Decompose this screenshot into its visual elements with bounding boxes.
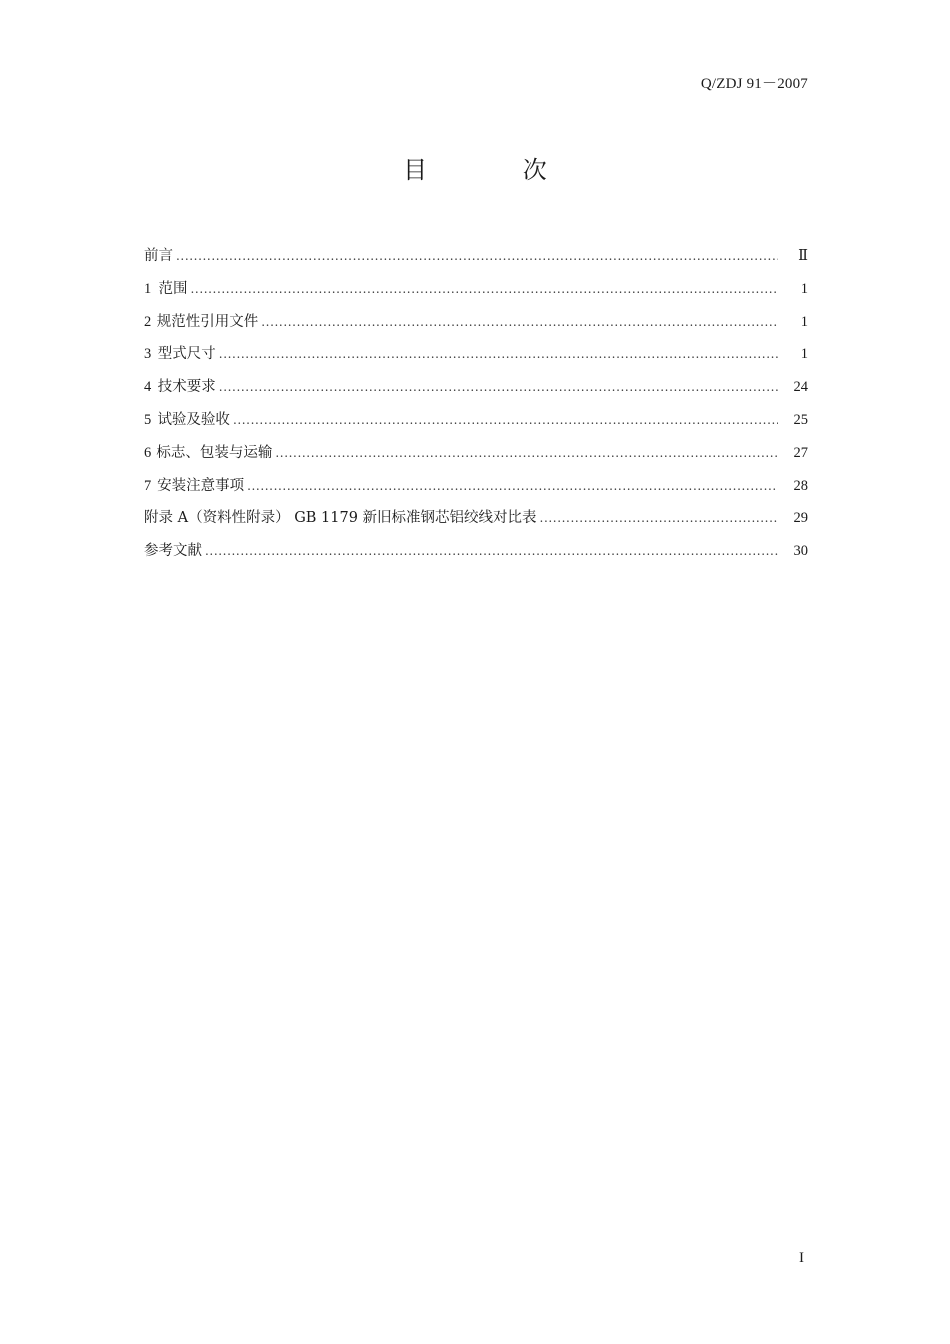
- toc-entry-page: 1: [800, 280, 808, 297]
- toc-entry-number: 2: [144, 313, 152, 330]
- page-title: 目 次: [403, 156, 591, 184]
- table-of-contents: [144, 244, 808, 572]
- toc-entry-appendix-a[interactable]: [144, 506, 808, 539]
- toc-entry-number: 4: [144, 379, 152, 396]
- dot-leader: [247, 479, 778, 493]
- toc-entry-page: 24: [793, 379, 808, 396]
- toc-entry-preface[interactable]: [144, 244, 808, 277]
- dot-leader: [540, 511, 778, 525]
- toc-entry-tests-acceptance[interactable]: [144, 408, 808, 441]
- toc-entry-page: 29: [793, 510, 808, 527]
- document-code: Q/ZDJ 91－2007: [700, 76, 808, 92]
- dot-leader: [275, 446, 778, 460]
- toc-entry-label: 参考文献: [144, 543, 202, 560]
- toc-entry-number: 3: [144, 346, 152, 363]
- toc-entry-label: 试验及验收: [157, 411, 230, 428]
- dot-leader: [261, 315, 778, 329]
- toc-entry-label: 技术要求: [157, 379, 216, 396]
- dot-leader: [190, 282, 778, 296]
- toc-entry-label: 标志、包装与运输: [156, 444, 273, 461]
- toc-entry-page: 30: [793, 543, 808, 560]
- dot-leader: [205, 544, 778, 558]
- toc-entry-number: 6: [144, 444, 152, 461]
- toc-entry-installation-notes[interactable]: [144, 474, 808, 507]
- page-number: I: [799, 1250, 804, 1266]
- dot-leader: [176, 249, 778, 263]
- toc-entry-label: 前言: [144, 248, 173, 264]
- toc-entry-label: 安装注意事项: [157, 477, 245, 494]
- toc-entry-technical-requirements[interactable]: [144, 375, 808, 408]
- toc-entry-scope[interactable]: [144, 277, 808, 310]
- toc-entry-page: 1: [800, 346, 808, 363]
- dot-leader: [219, 347, 778, 361]
- toc-entry-page: 28: [793, 477, 808, 494]
- toc-entry-page: 27: [793, 444, 808, 461]
- toc-entry-bibliography[interactable]: [144, 539, 808, 572]
- toc-entry-normative-references[interactable]: [144, 310, 808, 343]
- toc-entry-marking-packaging[interactable]: [144, 441, 808, 474]
- toc-entry-page: 1: [800, 313, 808, 330]
- toc-entry-page: 25: [793, 411, 808, 428]
- toc-entry-number: 7: [144, 477, 152, 494]
- dot-leader: [219, 380, 778, 394]
- toc-entry-label: 型式尺寸: [157, 346, 216, 363]
- toc-entry-label: 规范性引用文件: [156, 313, 259, 330]
- toc-entry-number: 1: [144, 280, 152, 297]
- toc-entry-number: 5: [144, 411, 152, 428]
- toc-entry-page: Ⅱ: [798, 248, 808, 264]
- toc-entry-type-dimensions[interactable]: [144, 342, 808, 375]
- toc-entry-label: 范围: [158, 280, 188, 297]
- dot-leader: [233, 413, 778, 427]
- toc-entry-label: 附录 A（资料性附录） GB 1179 新旧标准钢芯铝绞线对比表: [144, 510, 537, 527]
